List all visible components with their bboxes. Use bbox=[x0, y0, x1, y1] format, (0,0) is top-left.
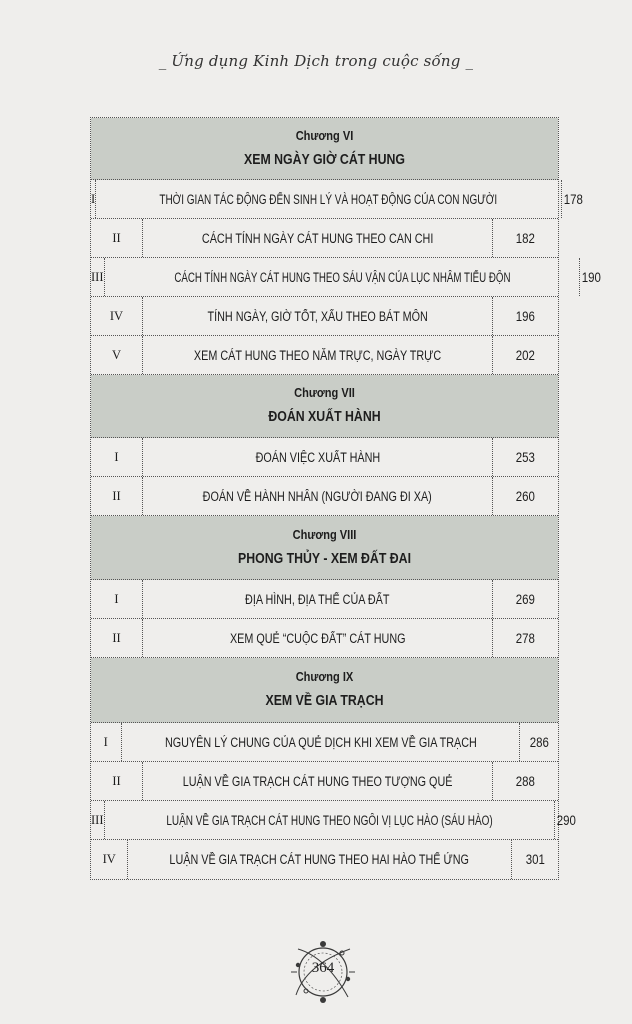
table-of-contents bbox=[90, 117, 602, 880]
page-ref: 190 bbox=[582, 269, 602, 285]
toc-row bbox=[91, 580, 558, 619]
section-title: CÁCH TÍNH NGÀY CÁT HUNG THEO SÁU VẬN CỦA LỤC NHÂM TIỂU ĐỘN bbox=[105, 258, 581, 296]
page-ref: 178 bbox=[563, 191, 583, 207]
toc-row bbox=[91, 619, 558, 658]
section-title: LUẬN VỀ GIA TRẠCH CÁT HUNG THEO HAI HÀO THẾ ỨNG bbox=[128, 840, 511, 879]
section-number: I bbox=[91, 723, 122, 761]
chapter-header bbox=[91, 375, 558, 438]
section-number: I bbox=[91, 580, 143, 618]
toc-row bbox=[91, 258, 602, 297]
page-ref: 196 bbox=[515, 308, 536, 324]
page-ref: 290 bbox=[556, 812, 576, 828]
section-number: II bbox=[91, 477, 143, 515]
toc-row bbox=[91, 219, 558, 258]
page-ref: 288 bbox=[515, 773, 536, 789]
section-title: LUẬN VỀ GIA TRẠCH CÁT HUNG THEO NGÔI VỊ LỤC HÀO (SÁU HÀO) bbox=[105, 801, 555, 839]
section-number: III bbox=[91, 801, 105, 839]
page-ref: 286 bbox=[529, 734, 549, 750]
section-title: ĐOÁN VIỆC XUẤT HÀNH bbox=[143, 438, 493, 476]
page-ref: 278 bbox=[515, 630, 536, 646]
chapter-label: Chương VI bbox=[295, 127, 354, 143]
running-header: _ Ứng dụng Kinh Dịch trong cuộc sống _ bbox=[158, 52, 474, 70]
chapter-header bbox=[91, 516, 558, 580]
chapter-title: XEM NGÀY GIỜ CÁT HUNG bbox=[244, 151, 405, 168]
page-ref: 269 bbox=[515, 591, 536, 607]
chapter-title: ĐOÁN XUẤT HÀNH bbox=[268, 409, 381, 425]
section-number: IV bbox=[91, 840, 128, 879]
chapter-label: Chương IX bbox=[295, 669, 354, 684]
section-title: THỜI GIAN TÁC ĐỘNG ĐẾN SINH LÝ VÀ HOẠT ĐỘNG CỦA CON NGƯỜI bbox=[96, 180, 562, 218]
toc-row bbox=[91, 762, 558, 801]
page-ref: 260 bbox=[515, 488, 536, 504]
toc-row bbox=[91, 297, 558, 336]
chapter-label: Chương VII bbox=[294, 385, 355, 400]
section-number: I bbox=[91, 438, 143, 476]
section-number: II bbox=[91, 619, 143, 657]
section-number: II bbox=[91, 762, 143, 800]
section-number: V bbox=[91, 336, 143, 374]
page-ref: 202 bbox=[515, 347, 536, 363]
section-title: ĐỊA HÌNH, ĐỊA THẾ CỦA ĐẤT bbox=[143, 580, 493, 618]
section-number: III bbox=[91, 258, 105, 296]
toc-row bbox=[91, 336, 558, 375]
toc-row bbox=[91, 180, 583, 219]
section-title: TÍNH NGÀY, GIỜ TỐT, XẤU THEO BÁT MÔN bbox=[143, 297, 493, 335]
toc-row bbox=[91, 723, 558, 762]
page-ref: 301 bbox=[525, 852, 545, 867]
section-title: NGUYÊN LÝ CHUNG CỦA QUẺ DỊCH KHI XEM VỀ GIA TRẠCH bbox=[122, 723, 521, 761]
chapter-title: XEM VỀ GIA TRẠCH bbox=[265, 693, 384, 709]
toc-row bbox=[91, 801, 576, 840]
section-title: XEM QUẺ “CUỘC ĐẤT” CÁT HUNG bbox=[143, 619, 493, 657]
section-number: II bbox=[91, 219, 143, 257]
section-title: CÁCH TÍNH NGÀY CÁT HUNG THEO CAN CHI bbox=[143, 219, 493, 257]
section-title: LUẬN VỀ GIA TRẠCH CÁT HUNG THEO TƯỢNG QUẺ bbox=[143, 762, 493, 800]
chapter-title: PHONG THỦY - XEM ĐẤT ĐAI bbox=[237, 550, 412, 567]
toc-row bbox=[91, 477, 558, 516]
page-ref: 253 bbox=[515, 449, 536, 465]
page-ref: 182 bbox=[515, 230, 536, 246]
chapter-label: Chương VIII bbox=[292, 526, 357, 542]
section-title: XEM CÁT HUNG THEO NĂM TRỰC, NGÀY TRỰC bbox=[143, 336, 493, 374]
toc-row bbox=[91, 438, 558, 477]
page-number: 364 bbox=[311, 960, 335, 976]
section-title: ĐOÁN VỀ HÀNH NHÂN (NGƯỜI ĐANG ĐI XA) bbox=[143, 477, 493, 515]
toc-row bbox=[91, 840, 558, 879]
chapter-header bbox=[91, 658, 558, 723]
section-number: I bbox=[91, 180, 96, 218]
chapter-header bbox=[91, 118, 558, 180]
section-number: IV bbox=[91, 297, 143, 335]
